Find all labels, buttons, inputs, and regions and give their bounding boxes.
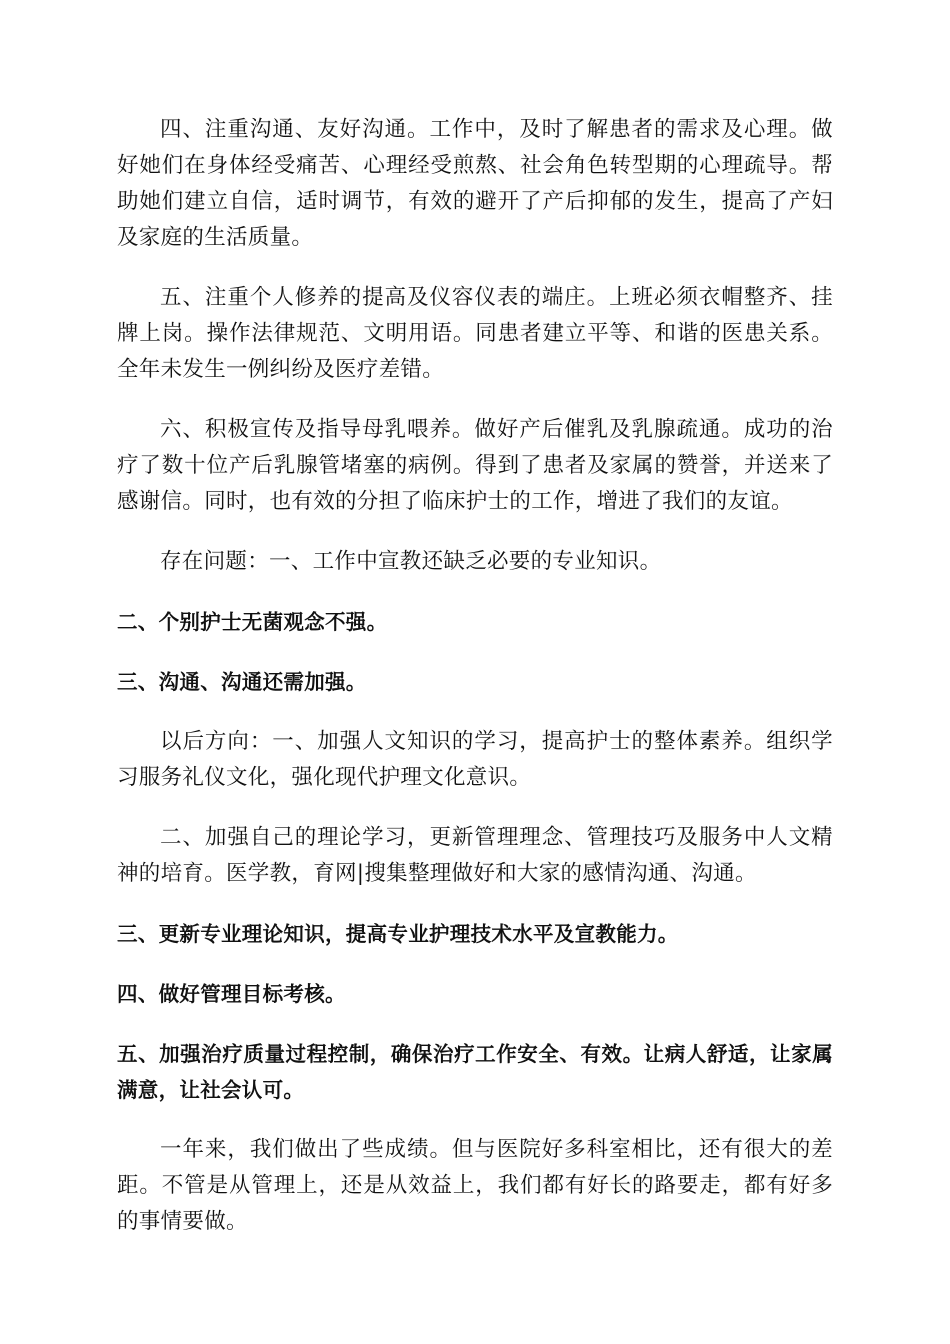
paragraph-direction-two: 二、加强自己的理论学习，更新管理理念、管理技巧及服务中人文精神的培育。医学教，育网|搜集整理做好和大家的感情沟通、沟通。 xyxy=(117,825,833,886)
paragraph-problem-two: 二、个别护士无菌观念不强。 xyxy=(117,610,388,634)
paragraph-existing-problems: 存在问题：一、工作中宣教还缺乏必要的专业知识。 xyxy=(160,549,662,574)
paragraph-future-direction: 以后方向：一、加强人文知识的学习，提高护士的整体素养。组织学习服务礼仪文化，强化现代护理文化意识。 xyxy=(117,729,833,790)
paragraph-personal-cultivation: 五、注重个人修养的提高及仪容仪表的端庄。上班必须衣帽整齐、挂牌上岗。操作法律规范、文明用语。同患者建立平等、和谐的医患关系。全年未发生一例纠纷及医疗差错。 xyxy=(117,285,833,382)
paragraph-direction-three: 三、更新专业理论知识，提高专业护理技术水平及宣教能力。 xyxy=(117,922,679,946)
paragraph-communication: 四、注重沟通、友好沟通。工作中，及时了解患者的需求及心理。做好她们在身体经受痛苦、心理经受煎熬、社会角色转型期的心理疏导。帮助她们建立自信，适时调节，有效的避开了产后抑郁的发生，提高了产妇及家庭的生活质量。 xyxy=(117,117,833,250)
document-page xyxy=(117,112,833,1240)
paragraph-direction-five: 五、加强治疗质量过程控制，确保治疗工作安全、有效。让病人舒适，让家属满意，让社会认可。 xyxy=(117,1042,833,1102)
paragraph-direction-four: 四、做好管理目标考核。 xyxy=(117,982,346,1006)
paragraph-conclusion: 一年来，我们做出了些成绩。但与医院好多科室相比，还有很大的差距。不管是从管理上，还是从效益上，我们都有好长的路要走，都有好多的事情要做。 xyxy=(117,1137,833,1234)
paragraph-breastfeeding: 六、积极宣传及指导母乳喂养。做好产后催乳及乳腺疏通。成功的治疗了数十位产后乳腺管堵塞的病例。得到了患者及家属的赞誉，并送来了感谢信。同时，也有效的分担了临床护士的工作，增进了我们的友谊。 xyxy=(117,417,833,514)
paragraph-problem-three: 三、沟通、沟通还需加强。 xyxy=(117,670,367,694)
